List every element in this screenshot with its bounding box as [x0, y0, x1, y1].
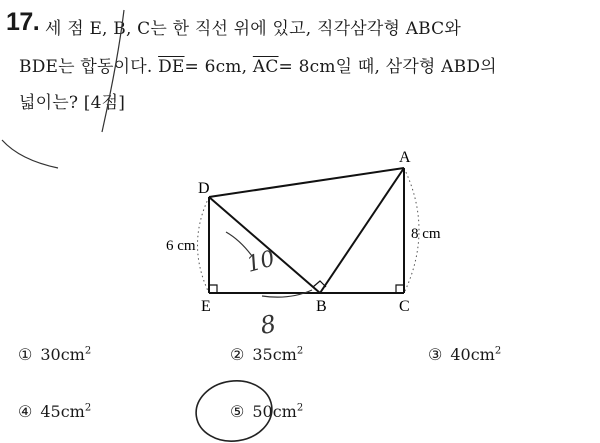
handwritten-eight: 8	[258, 309, 279, 340]
choice-5-mark: ⑤	[230, 402, 245, 421]
choice-4[interactable]	[18, 402, 91, 421]
choice-3[interactable]	[428, 345, 501, 364]
segment-ab	[320, 168, 404, 293]
right-angle-e	[209, 285, 217, 293]
length-label-ac: 8 cm	[411, 226, 441, 242]
problem-text-congruence: BDE는 합동이다.	[19, 57, 153, 77]
segment-ad	[209, 168, 404, 197]
choice-3-value: $40cm^2$	[450, 345, 502, 364]
point-label-c: C	[399, 298, 410, 315]
length-label-de: 6 cm	[166, 238, 196, 254]
choice-2[interactable]	[230, 345, 303, 364]
handwritten-ten: 10	[244, 246, 278, 278]
segment-db	[209, 197, 320, 293]
choice-3-mark: ③	[428, 345, 443, 364]
point-label-d: D	[198, 180, 210, 197]
choice-2-value: $35cm^2$	[252, 345, 304, 364]
segment-ac-value: = 8cm일 때, 삼각형 ABD의	[278, 57, 497, 77]
dotted-arc-left	[198, 197, 210, 293]
choice-4-value: $45cm^2$	[40, 402, 92, 421]
choice-1[interactable]	[18, 345, 91, 364]
problem-number: 17.	[6, 8, 40, 36]
point-label-a: A	[399, 149, 411, 166]
segment-de-value: = 6cm,	[184, 57, 248, 77]
choice-5[interactable]	[230, 402, 303, 421]
choice-4-mark: ④	[18, 402, 33, 421]
problem-text-line-1: 세 점 E, B, C는 한 직선 위에 있고, 직각삼각형 ABC와	[45, 19, 462, 39]
point-label-e: E	[201, 298, 211, 315]
point-label-b: B	[316, 298, 327, 315]
right-angle-c	[396, 285, 404, 293]
segment-ac-label: $\overline{AC}$	[252, 57, 279, 77]
choice-5-value: $50cm^2$	[252, 402, 304, 421]
choice-2-mark: ②	[230, 345, 245, 364]
segment-de-label: $\overline{DE}$	[158, 57, 185, 77]
choice-1-mark: ①	[18, 345, 33, 364]
problem-text-line-3: 넓이는? [4점]	[19, 93, 126, 113]
choice-1-value: $30cm^2$	[40, 345, 92, 364]
